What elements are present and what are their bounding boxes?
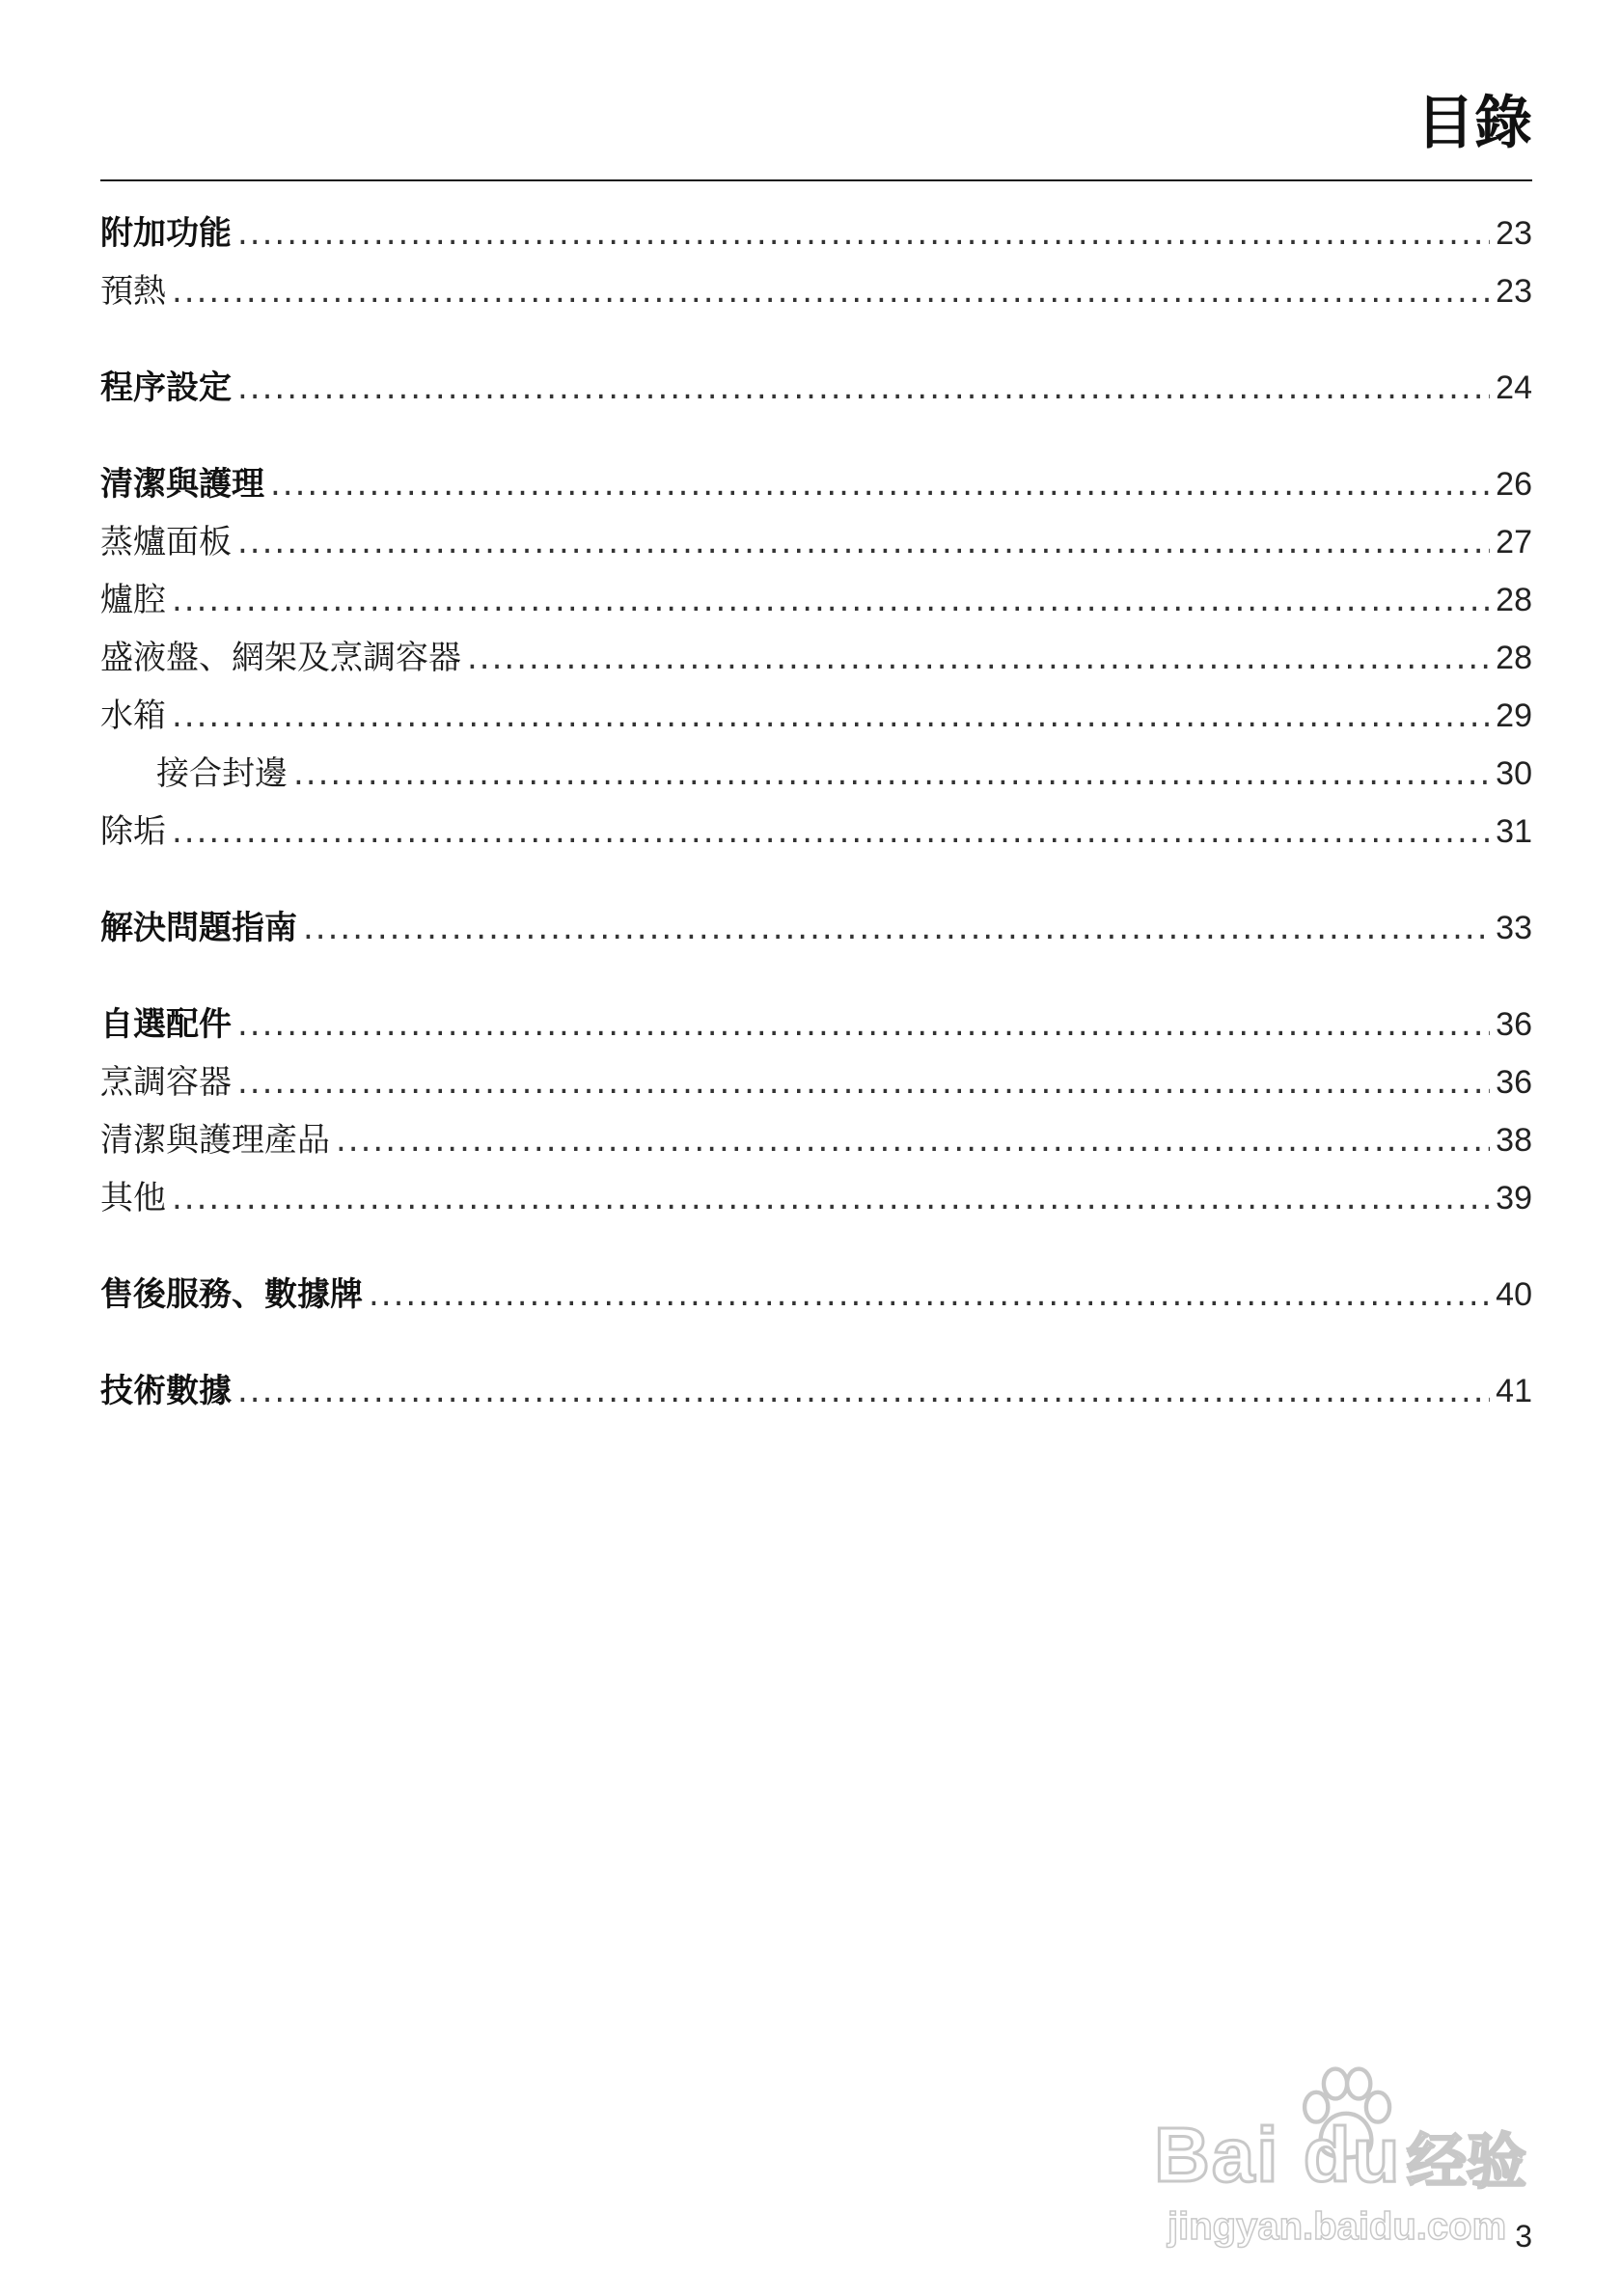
- toc-entry-label: 爐腔: [100, 581, 166, 619]
- toc-entry-page: 23: [1496, 273, 1532, 310]
- toc-entry-label: 除垢: [100, 812, 166, 851]
- toc-entry-label: 解決問題指南: [100, 909, 297, 947]
- toc-leader-dots: [467, 629, 1490, 687]
- watermark-chinese: 经验: [1407, 2126, 1527, 2197]
- toc-leader-dots: [293, 745, 1490, 803]
- toc-entry-label: 清潔與護理: [100, 465, 264, 504]
- toc-leader-dots: [237, 205, 1490, 262]
- toc-entry-label: 售後服務、數據牌: [100, 1275, 363, 1314]
- toc-leader-dots: [237, 996, 1490, 1053]
- toc-entry-page: 28: [1496, 582, 1532, 618]
- toc-leader-dots: [172, 571, 1490, 629]
- toc-entry-label: 烹調容器: [100, 1063, 232, 1102]
- toc-leader-dots: [270, 455, 1490, 513]
- toc-entry-page: 27: [1496, 524, 1532, 560]
- toc-entry[interactable]: [100, 1111, 1532, 1169]
- toc-leader-dots: [172, 803, 1490, 861]
- toc-entry-label: 水箱: [100, 697, 166, 735]
- table-of-contents: [100, 205, 1532, 1420]
- toc-leader-dots: [172, 262, 1490, 320]
- toc-leader-dots: [303, 899, 1490, 957]
- toc-entry[interactable]: [100, 1053, 1532, 1111]
- toc-entry-page: 30: [1496, 755, 1532, 792]
- toc-entry-page: 39: [1496, 1180, 1532, 1216]
- toc-entry[interactable]: [100, 1169, 1532, 1227]
- toc-entry-label: 清潔與護理產品: [100, 1121, 330, 1160]
- toc-entry[interactable]: [100, 803, 1532, 861]
- watermark-url: jingyan.baidu.com: [1168, 2205, 1507, 2248]
- toc-entry-label: 自選配件: [100, 1005, 232, 1044]
- page-number: 3: [1515, 2219, 1532, 2254]
- toc-entry-label: 接合封邊: [156, 754, 288, 793]
- toc-entry[interactable]: [100, 687, 1532, 745]
- toc-entry[interactable]: [100, 1362, 1532, 1420]
- toc-entry[interactable]: [100, 205, 1532, 262]
- toc-entry-label: 預熱: [100, 272, 166, 311]
- title-divider: [100, 179, 1532, 181]
- toc-leader-dots: [172, 687, 1490, 745]
- toc-entry[interactable]: [100, 1266, 1532, 1324]
- toc-entry-label: 附加功能: [100, 214, 232, 253]
- toc-entry[interactable]: [100, 745, 1532, 803]
- toc-entry[interactable]: [100, 629, 1532, 687]
- toc-entry-page: 23: [1496, 215, 1532, 252]
- toc-leader-dots: [369, 1266, 1490, 1324]
- toc-entry[interactable]: [100, 455, 1532, 513]
- toc-entry[interactable]: [100, 262, 1532, 320]
- toc-entry[interactable]: [100, 899, 1532, 957]
- toc-entry-page: 41: [1496, 1373, 1532, 1409]
- toc-entry-page: 36: [1496, 1064, 1532, 1101]
- toc-entry-page: 40: [1496, 1276, 1532, 1313]
- page-title: 目錄: [1416, 90, 1532, 157]
- toc-entry-page: 24: [1496, 369, 1532, 406]
- toc-entry[interactable]: [100, 513, 1532, 571]
- watermark: [1148, 2055, 1553, 2248]
- toc-entry-label: 程序設定: [100, 369, 232, 407]
- toc-leader-dots: [172, 1169, 1490, 1227]
- toc-leader-dots: [237, 513, 1490, 571]
- toc-entry-label: 盛液盤、網架及烹調容器: [100, 639, 461, 677]
- toc-entry[interactable]: [100, 996, 1532, 1053]
- toc-leader-dots: [237, 1362, 1490, 1420]
- toc-entry-page: 31: [1496, 813, 1532, 850]
- toc-entry-label: 蒸爐面板: [100, 523, 232, 561]
- toc-entry-label: 其他: [100, 1179, 166, 1217]
- toc-entry-page: 33: [1496, 910, 1532, 946]
- watermark-brand: Bai du: [1154, 2112, 1402, 2198]
- toc-leader-dots: [336, 1111, 1490, 1169]
- toc-entry-page: 26: [1496, 466, 1532, 503]
- toc-entry[interactable]: [100, 571, 1532, 629]
- toc-entry-page: 29: [1496, 697, 1532, 734]
- toc-leader-dots: [237, 1053, 1490, 1111]
- toc-entry[interactable]: [100, 359, 1532, 417]
- toc-leader-dots: [237, 359, 1490, 417]
- toc-entry-page: 36: [1496, 1006, 1532, 1043]
- toc-entry-page: 38: [1496, 1122, 1532, 1159]
- toc-entry-label: 技術數據: [100, 1372, 232, 1410]
- toc-entry-page: 28: [1496, 640, 1532, 676]
